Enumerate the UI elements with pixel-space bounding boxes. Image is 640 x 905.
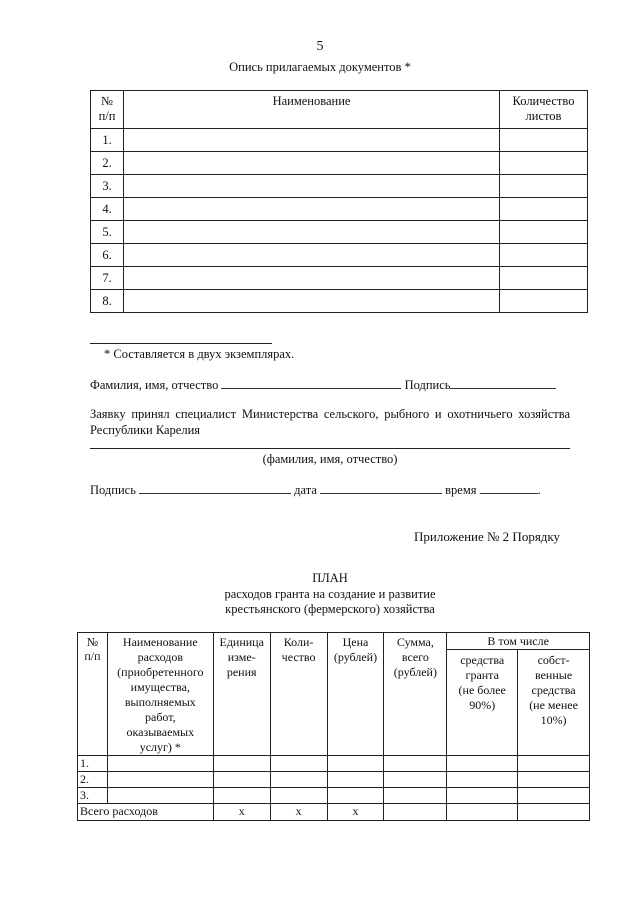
inventory-header-name: Наименование (124, 91, 500, 129)
table-row (91, 175, 588, 198)
inventory-row-num: 1. (91, 129, 124, 152)
specialist-fio-line[interactable] (90, 448, 570, 449)
plan-header-unit: Единица изме- рения (213, 633, 270, 756)
plan-row-own[interactable] (518, 772, 590, 788)
plan-total-grant[interactable] (447, 804, 518, 821)
sign-input-line[interactable] (139, 482, 291, 494)
plan-row-grant[interactable] (447, 756, 518, 772)
inventory-row-count[interactable] (500, 221, 588, 244)
inventory-row-num: 4. (91, 198, 124, 221)
plan-row-unit[interactable] (213, 772, 270, 788)
inventory-row-count[interactable] (500, 152, 588, 175)
table-row (91, 198, 588, 221)
plan-total-own[interactable] (518, 804, 590, 821)
plan-header-num: № п/п (78, 633, 108, 756)
time-label: время (445, 483, 477, 497)
plan-header-including: В том числе (447, 633, 590, 650)
plan-row-qty[interactable] (270, 756, 327, 772)
date-label: дата (294, 483, 317, 497)
table-row (91, 221, 588, 244)
inventory-row-count[interactable] (500, 267, 588, 290)
plan-row-qty[interactable] (270, 772, 327, 788)
plan-row-price[interactable] (327, 756, 384, 772)
inventory-row-count[interactable] (500, 244, 588, 267)
plan-header-own: собст- венные средства (не менее 10%) (518, 650, 590, 756)
footnote-rule (90, 343, 272, 344)
plan-total-sum[interactable] (384, 804, 447, 821)
page-number: 5 (316, 39, 324, 54)
plan-row-name[interactable] (107, 756, 213, 772)
plan-header-name: Наименование расходов (приобретенного имущества, выполняемых работ, оказываемых услуг) * (107, 633, 213, 756)
fio-input-line[interactable] (221, 377, 401, 389)
accepted-text: Заявку принял специалист Министерства сельского, рыбного и охотничьего хозяйства Республики Карелия (90, 407, 570, 437)
table-row (91, 244, 588, 267)
inventory-row-name[interactable] (124, 198, 500, 221)
plan-row-name[interactable] (107, 772, 213, 788)
inventory-title: Опись прилагаемых документов * (229, 60, 411, 74)
table-row (78, 772, 590, 788)
plan-total-price: х (327, 804, 384, 821)
inventory-row-name[interactable] (124, 244, 500, 267)
inventory-header-count: Количество листов (500, 91, 588, 129)
sign-date-row (90, 482, 541, 498)
plan-subtitle-2: крестьянского (фермерского) хозяйства (225, 602, 435, 616)
inventory-row-num: 6. (91, 244, 124, 267)
plan-row-sum[interactable] (384, 756, 447, 772)
inventory-row-count[interactable] (500, 129, 588, 152)
plan-row-own[interactable] (518, 788, 590, 804)
inventory-row-name[interactable] (124, 152, 500, 175)
inventory-row-num: 3. (91, 175, 124, 198)
plan-row-name[interactable] (107, 788, 213, 804)
fio-row (90, 377, 556, 393)
inventory-header-num: № п/п (91, 91, 124, 129)
plan-row-price[interactable] (327, 788, 384, 804)
plan-table (77, 632, 590, 821)
table-row (78, 788, 590, 804)
table-row (91, 290, 588, 313)
inventory-row-count[interactable] (500, 198, 588, 221)
fio-label: Фамилия, имя, отчество (90, 378, 219, 392)
plan-header-qty: Коли- чество (270, 633, 327, 756)
table-row (91, 129, 588, 152)
inventory-row-name[interactable] (124, 221, 500, 244)
inventory-row-num: 5. (91, 221, 124, 244)
plan-header-sum: Сумма, всего (рублей) (384, 633, 447, 756)
plan-header-grant: средства гранта (не более 90%) (447, 650, 518, 756)
plan-row-num: 1. (78, 756, 108, 772)
inventory-row-name[interactable] (124, 267, 500, 290)
plan-row-own[interactable] (518, 756, 590, 772)
end-dot: . (537, 483, 541, 497)
plan-header-price: Цена (рублей) (327, 633, 384, 756)
plan-total-qty: х (270, 804, 327, 821)
fio-caption: (фамилия, имя, отчество) (262, 452, 398, 466)
plan-row-qty[interactable] (270, 788, 327, 804)
plan-row-grant[interactable] (447, 788, 518, 804)
plan-title: ПЛАН (312, 571, 348, 585)
plan-total-label: Всего расходов (78, 804, 214, 821)
plan-row-unit[interactable] (213, 756, 270, 772)
inventory-row-count[interactable] (500, 290, 588, 313)
inventory-row-name[interactable] (124, 175, 500, 198)
inventory-table (90, 90, 588, 313)
plan-row-sum[interactable] (384, 788, 447, 804)
inventory-header-row (91, 91, 588, 129)
plan-row-sum[interactable] (384, 772, 447, 788)
inventory-row-num: 2. (91, 152, 124, 175)
date-input-line[interactable] (320, 482, 442, 494)
footnote: * Составляется в двух экземплярах. (104, 347, 295, 361)
plan-total-unit: х (213, 804, 270, 821)
sign-label: Подпись (90, 483, 136, 497)
table-row (78, 756, 590, 772)
plan-row-num: 2. (78, 772, 108, 788)
inventory-row-name[interactable] (124, 290, 500, 313)
plan-row-num: 3. (78, 788, 108, 804)
inventory-row-num: 7. (91, 267, 124, 290)
inventory-row-count[interactable] (500, 175, 588, 198)
signature-label: Подпись (404, 378, 451, 392)
table-row (91, 152, 588, 175)
inventory-row-num: 8. (91, 290, 124, 313)
plan-row-grant[interactable] (447, 772, 518, 788)
time-input-line[interactable] (480, 482, 538, 494)
signature-input-line[interactable] (450, 377, 556, 389)
plan-subtitle-1: расходов гранта на создание и развитие (224, 587, 436, 601)
appendix-label: Приложение № 2 Порядку (414, 529, 561, 544)
plan-total-row (78, 804, 590, 821)
inventory-row-name[interactable] (124, 129, 500, 152)
plan-row-unit[interactable] (213, 788, 270, 804)
plan-row-price[interactable] (327, 772, 384, 788)
plan-header-row-1 (78, 633, 590, 650)
table-row (91, 267, 588, 290)
